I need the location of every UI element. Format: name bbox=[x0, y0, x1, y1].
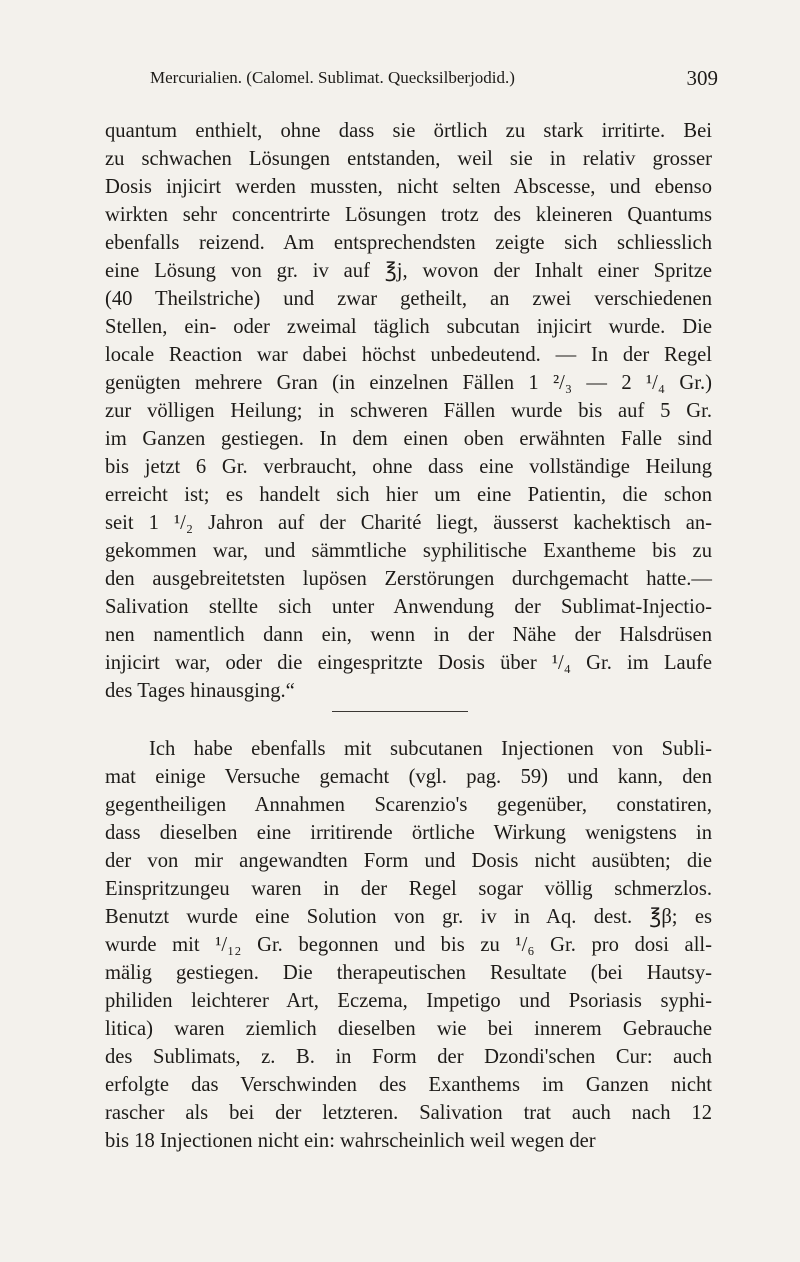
text-line: (40 Theilstriche) und zwar getheilt, an zwei verschiedenen bbox=[105, 288, 712, 310]
text-line: rascher als bei der letzteren. Salivation trat auch nach 12 bbox=[105, 1102, 712, 1124]
text-line: Ich habe ebenfalls mit subcutanen Injectionen von Subli- bbox=[149, 738, 712, 760]
text-line: bis jetzt 6 Gr. verbraucht, ohne dass eine vollständige Heilung bbox=[105, 456, 712, 478]
text-line: Benutzt wurde eine Solution von gr. iv in Aq. dest. ℥β; es bbox=[105, 906, 712, 928]
text-line: nen namentlich dann ein, wenn in der Nähe der Halsdrüsen bbox=[105, 624, 712, 646]
text-line: locale Reaction war dabei höchst unbedeutend. — In der Regel bbox=[105, 344, 712, 366]
text-line: zu schwachen Lösungen entstanden, weil sie in relativ grosser bbox=[105, 148, 712, 170]
text-line: Salivation stellte sich unter Anwendung der Sublimat-Injectio- bbox=[105, 596, 712, 618]
text-line: seit 1 ¹/₂ Jahron auf der Charité liegt, äusserst kachektisch an- bbox=[105, 512, 712, 534]
text-line: injicirt war, oder die eingespritzte Dosis über ¹/₄ Gr. im Laufe bbox=[105, 652, 712, 674]
text-line: dass dieselben eine irritirende örtliche Wirkung wenigstens in bbox=[105, 822, 712, 844]
text-line: des Tages hinausging.“ bbox=[105, 680, 295, 702]
text-line: wurde mit ¹/₁₂ Gr. begonnen und bis zu ¹/₆ Gr. pro dosi all- bbox=[105, 934, 712, 956]
paragraph-quotation bbox=[105, 117, 712, 705]
text-line: eine Lösung von gr. iv auf ℥j, wovon der Inhalt einer Spritze bbox=[105, 260, 712, 282]
text-line: wirkten sehr concentrirte Lösungen trotz des kleineren Quantums bbox=[105, 204, 712, 226]
text-line: der von mir angewandten Form und Dosis nicht ausübten; die bbox=[105, 850, 712, 872]
text-line: des Sublimats, z. B. in Form der Dzondi'schen Cur: auch bbox=[105, 1046, 712, 1068]
text-line: im Ganzen gestiegen. In dem einen oben erwähnten Falle sind bbox=[105, 428, 712, 450]
text-line: philiden leichterer Art, Eczema, Impetigo und Psoriasis syphi- bbox=[105, 990, 712, 1012]
text-line: mälig gestiegen. Die therapeutischen Resultate (bei Hautsy- bbox=[105, 962, 712, 984]
text-line: erfolgte das Verschwinden des Exanthems im Ganzen nicht bbox=[105, 1074, 712, 1096]
text-line: Dosis injicirt werden mussten, nicht selten Abscesse, und ebenso bbox=[105, 176, 712, 198]
text-line: genügten mehrere Gran (in einzelnen Fällen 1 ²/₃ — 2 ¹/₄ Gr.) bbox=[105, 372, 712, 394]
text-line: den ausgebreitetsten lupösen Zerstörungen durchgemacht hatte.— bbox=[105, 568, 712, 590]
text-line: bis 18 Injectionen nicht ein: wahrscheinlich weil wegen der bbox=[105, 1130, 596, 1152]
text-line: quantum enthielt, ohne dass sie örtlich zu stark irritirte. Bei bbox=[105, 120, 712, 142]
text-line: Einspritzungeu waren in der Regel sogar völlig schmerzlos. bbox=[105, 878, 712, 900]
section-separator-rule bbox=[332, 711, 468, 712]
text-line: Stellen, ein- oder zweimal täglich subcutan injicirt wurde. Die bbox=[105, 316, 712, 338]
text-line: erreicht ist; es handelt sich hier um eine Patientin, die schon bbox=[105, 484, 712, 506]
running-header: Mercurialien. (Calomel. Sublimat. Quecksilberjodid.) bbox=[150, 68, 515, 87]
text-line: zur völligen Heilung; in schweren Fällen wurde bis auf 5 Gr. bbox=[105, 400, 712, 422]
text-line: ebenfalls reizend. Am entsprechendsten zeigte sich schliesslich bbox=[105, 232, 712, 254]
page-number: 309 bbox=[686, 66, 718, 90]
text-line: gekommen war, und sämmtliche syphilitische Exantheme bis zu bbox=[105, 540, 712, 562]
text-line: gegentheiligen Annahmen Scarenzio's gegenüber, constatiren, bbox=[105, 794, 712, 816]
paragraph-body bbox=[105, 735, 712, 1155]
text-line: mat einige Versuche gemacht (vgl. pag. 59) und kann, den bbox=[105, 766, 712, 788]
text-line: litica) waren ziemlich dieselben wie bei innerem Gebrauche bbox=[105, 1018, 712, 1040]
